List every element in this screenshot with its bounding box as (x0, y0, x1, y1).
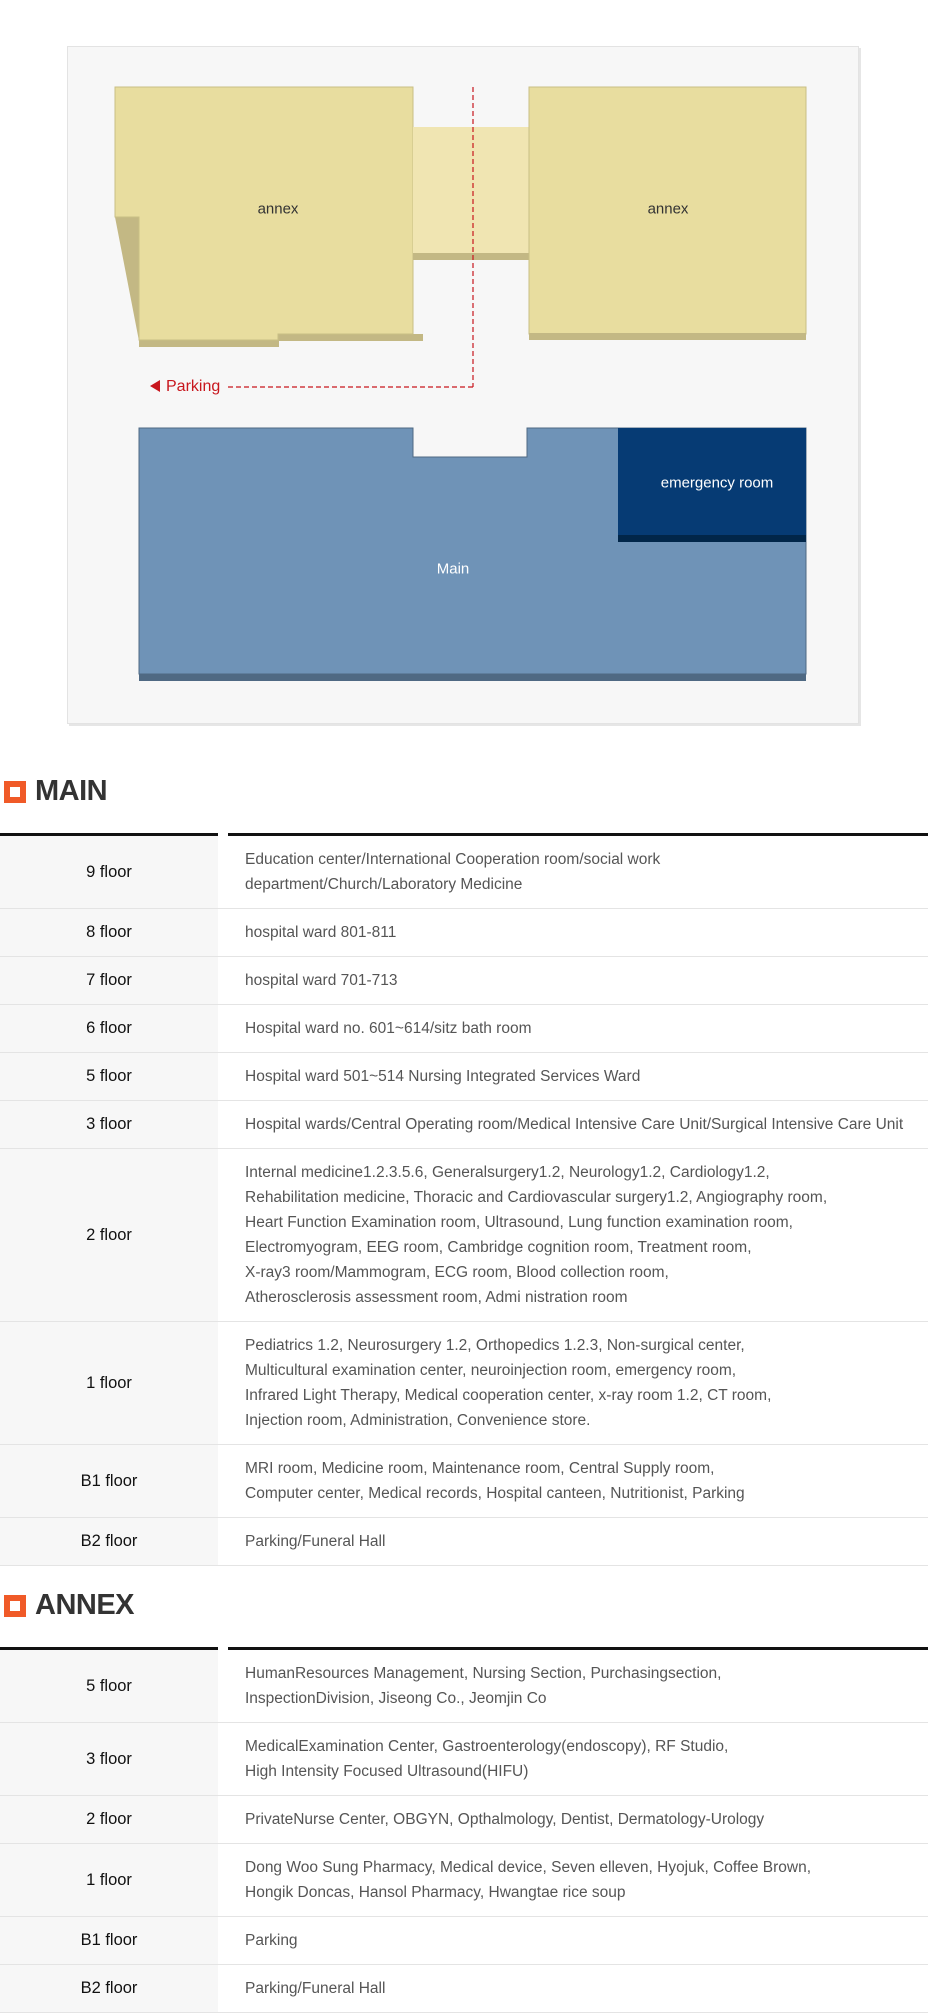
floor-description-line: High Intensity Focused Ultrasound(HIFU) (245, 1763, 529, 1780)
annex-section-header (0, 1589, 134, 1622)
floor-row (0, 836, 928, 909)
floor-gap (218, 1149, 228, 1322)
floor-label: 1 floor (0, 1844, 218, 1917)
floor-gap (218, 909, 228, 957)
annex-section-title: ANNEX (35, 1589, 135, 1621)
floor-description (228, 1053, 928, 1101)
floor-row (0, 1844, 928, 1917)
section-bullet-icon (4, 781, 26, 803)
floor-gap (218, 1005, 228, 1053)
campus-map (67, 46, 859, 724)
floor-label: 8 floor (0, 909, 218, 957)
floor-row (0, 1917, 928, 1965)
annex-floor-table (0, 1647, 928, 2013)
main-section-header (0, 775, 107, 808)
floor-row (0, 1101, 928, 1149)
floor-row (0, 1518, 928, 1566)
floor-row (0, 1650, 928, 1723)
floor-description (228, 1101, 928, 1149)
floor-description-line: MRI room, Medicine room, Maintenance room, Central Supply room, (245, 1460, 715, 1477)
arrow-left-icon (150, 380, 160, 392)
floor-row (0, 909, 928, 957)
floor-description (228, 1917, 928, 1965)
floor-row (0, 1445, 928, 1518)
floor-row (0, 1149, 928, 1322)
floor-label: 6 floor (0, 1005, 218, 1053)
floor-gap (218, 957, 228, 1005)
floor-description-line: Hospital ward no. 601~614/sitz bath room (245, 1020, 532, 1037)
floor-description-line: PrivateNurse Center, OBGYN, Opthalmology, Dentist, Dermatology-Urology (245, 1811, 765, 1828)
floor-label: B2 floor (0, 1965, 218, 2013)
floor-description (228, 1005, 928, 1053)
annex-right-shadow (529, 333, 806, 340)
floor-description-line: hospital ward 701-713 (245, 972, 398, 989)
floor-label: 7 floor (0, 957, 218, 1005)
emergency-shadow (618, 535, 806, 542)
floor-description (228, 1965, 928, 2013)
floor-description-line: department/Church/Laboratory Medicine (245, 876, 523, 893)
floor-row (0, 1005, 928, 1053)
floor-description-line: Parking/Funeral Hall (245, 1533, 386, 1550)
floor-description-line: Dong Woo Sung Pharmacy, Medical device, Seven elleven, Hyojuk, Coffee Brown, (245, 1859, 812, 1876)
floor-label: 1 floor (0, 1322, 218, 1445)
floor-description (228, 909, 928, 957)
floor-description-line: Multicultural examination center, neuroinjection room, emergency room, (245, 1362, 737, 1379)
floor-label: 5 floor (0, 1053, 218, 1101)
floor-description (228, 1844, 928, 1917)
floor-row (0, 1965, 928, 2013)
floor-label: 5 floor (0, 1650, 218, 1723)
floor-gap (218, 1445, 228, 1518)
main-building-label: Main (436, 560, 470, 578)
annex-right-label: annex (647, 200, 689, 218)
annex-link-building (413, 127, 529, 255)
annex-left-bottom-shadow (139, 340, 279, 347)
floor-gap (218, 1101, 228, 1149)
floor-label: B1 floor (0, 1917, 218, 1965)
floor-description-line: Electromyogram, EEG room, Cambridge cognition room, Treatment room, (245, 1239, 752, 1256)
floor-description (228, 1518, 928, 1566)
floor-row (0, 1723, 928, 1796)
floor-description (228, 1796, 928, 1844)
floor-description-line: Heart Function Examination room, Ultrasound, Lung function examination room, (245, 1214, 793, 1231)
floor-description-line: hospital ward 801-811 (245, 924, 397, 941)
main-floor-rows (0, 836, 928, 1566)
floor-description-line: Computer center, Medical records, Hospital canteen, Nutritionist, Parking (245, 1485, 745, 1502)
floor-gap (218, 1844, 228, 1917)
parking-route-label (150, 378, 220, 396)
floor-description (228, 836, 928, 909)
floor-description-line: Hospital wards/Central Operating room/Medical Intensive Care Unit/Surgical Intensive Care Unit (245, 1116, 904, 1133)
floor-gap (218, 1053, 228, 1101)
floor-description-line: Infrared Light Therapy, Medical cooperation center, x-ray room 1.2, CT room, (245, 1387, 772, 1404)
floor-description (228, 1149, 928, 1322)
emergency-room-label: emergency room (660, 474, 774, 492)
floor-description (228, 1445, 928, 1518)
floor-label: 9 floor (0, 836, 218, 909)
floor-label: B2 floor (0, 1518, 218, 1566)
main-shadow (139, 674, 806, 681)
floor-label: 3 floor (0, 1723, 218, 1796)
floor-gap (218, 1917, 228, 1965)
floor-row (0, 957, 928, 1005)
floor-label: 3 floor (0, 1101, 218, 1149)
floor-row (0, 1322, 928, 1445)
floor-label: 2 floor (0, 1149, 218, 1322)
floor-gap (218, 836, 228, 909)
floor-description-line: HumanResources Management, Nursing Section, Purchasingsection, (245, 1665, 722, 1682)
floor-gap (218, 1965, 228, 2013)
parking-label: Parking (166, 378, 221, 395)
floor-description-line: MedicalExamination Center, Gastroenterology(endoscopy), RF Studio, (245, 1738, 729, 1755)
floor-description-line: X-ray3 room/Mammogram, ECG room, Blood collection room, (245, 1264, 669, 1281)
floor-row (0, 1796, 928, 1844)
floor-description (228, 1322, 928, 1445)
floor-description-line: Pediatrics 1.2, Neurosurgery 1.2, Orthopedics 1.2.3, Non-surgical center, (245, 1337, 745, 1354)
section-bullet-icon (4, 1595, 26, 1617)
floor-gap (218, 1650, 228, 1723)
main-floor-table (0, 833, 928, 1566)
floor-description-line: Education center/International Cooperation room/social work (245, 851, 661, 868)
annex-left-bottom-shadow2 (278, 334, 423, 341)
main-section-title: MAIN (35, 775, 108, 807)
floor-description-line: Parking (245, 1932, 298, 1949)
floor-description-line: Injection room, Administration, Convenience store. (245, 1412, 591, 1429)
floor-gap (218, 1322, 228, 1445)
floor-description-line: InspectionDivision, Jiseong Co., Jeomjin Co (245, 1690, 547, 1707)
floor-label: B1 floor (0, 1445, 218, 1518)
floor-gap (218, 1518, 228, 1566)
floor-description-line: Parking/Funeral Hall (245, 1980, 386, 1997)
floor-description-line: Atherosclerosis assessment room, Admi nistration room (245, 1289, 628, 1306)
annex-floor-rows (0, 1650, 928, 2013)
floor-row (0, 1053, 928, 1101)
floor-gap (218, 1796, 228, 1844)
floor-description-line: Internal medicine1.2.3.5.6, Generalsurgery1.2, Neurology1.2, Cardiology1.2, (245, 1164, 770, 1181)
floor-gap (218, 1723, 228, 1796)
floor-label: 2 floor (0, 1796, 218, 1844)
annex-link-shadow (413, 253, 529, 260)
floor-description-line: Hospital ward 501~514 Nursing Integrated Services Ward (245, 1068, 641, 1085)
floor-description (228, 1650, 928, 1723)
floor-description-line: Rehabilitation medicine, Thoracic and Cardiovascular surgery1.2, Angiography room, (245, 1189, 828, 1206)
floor-description (228, 957, 928, 1005)
floor-description (228, 1723, 928, 1796)
annex-left-label: annex (257, 200, 299, 218)
floor-description-line: Hongik Doncas, Hansol Pharmacy, Hwangtae rice soup (245, 1884, 626, 1901)
